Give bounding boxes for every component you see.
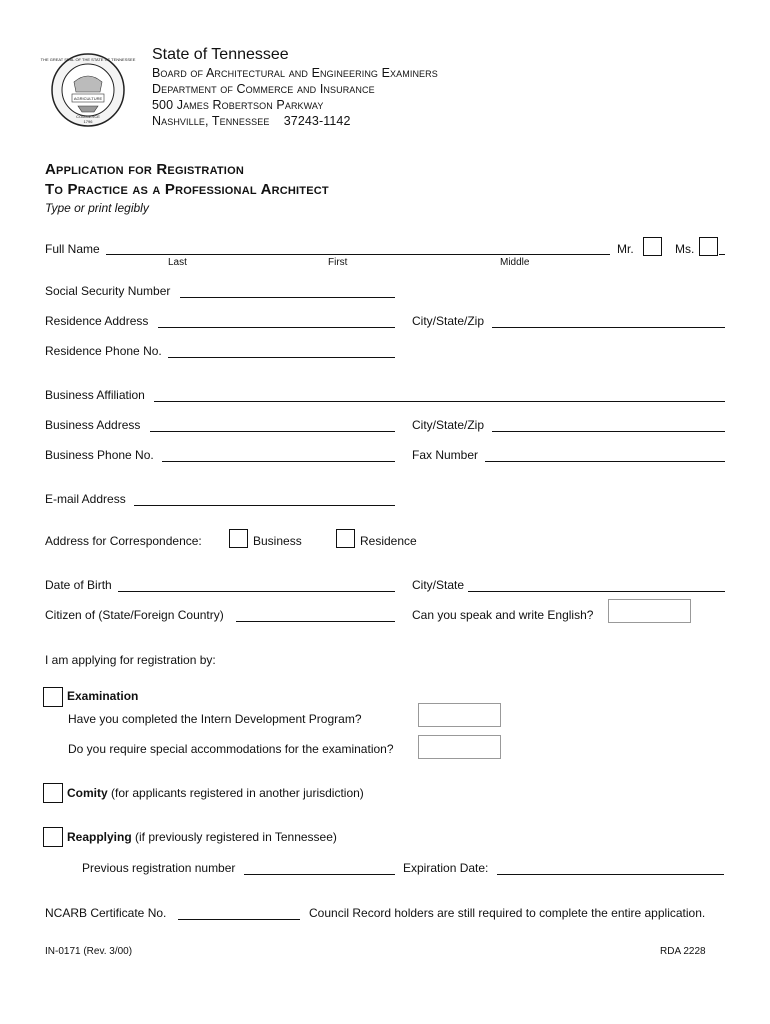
name-rule-end [719,242,725,255]
comity-checkbox[interactable] [43,783,63,803]
correspondence-residence-checkbox[interactable] [336,529,355,548]
business-phone-field[interactable] [162,449,395,462]
seal-top-text: THE GREAT SEAL OF THE STATE OF TENNESSEE [40,57,136,62]
ssn-field[interactable] [180,285,395,298]
seal-bottom-text: COMMERCE [76,114,100,119]
expiration-date-field[interactable] [497,862,724,875]
business-affiliation-label: Business Affiliation [45,388,145,402]
form-subtitle: Type or print legibly [45,201,149,215]
examination-label: Examination [67,689,139,703]
last-label: Last [168,257,187,268]
comity-text [67,786,364,800]
dob-label: Date of Birth [45,578,112,592]
applying-intro: I am applying for registration by: [45,653,216,667]
correspondence-residence-label: Residence [360,534,417,548]
dob-field[interactable] [118,579,395,592]
citizen-label: Citizen of (State/Foreign Country) [45,608,224,622]
ncarb-field[interactable] [178,907,300,920]
comity-description: (for applicants registered in another jurisdiction) [107,786,364,800]
business-city-label: City/State/Zip [412,418,485,432]
examination-checkbox[interactable] [43,687,63,707]
form-title-line2: To Practice as a Professional Architect [45,181,329,198]
accommodations-answer-box[interactable] [418,735,501,759]
full-name-label: Full Name [45,242,100,256]
tennessee-seal [40,52,136,128]
residence-city-label: City/State/Zip [412,314,485,328]
reapplying-text [67,830,337,844]
comity-label: Comity [67,786,108,800]
form-id: IN-0171 (Rev. 3/00) [45,946,133,957]
seal-year-text: 1796 [83,119,93,124]
ncarb-label: NCARB Certificate No. [45,906,167,920]
birth-city-state-label: City/State [412,578,465,592]
fax-label: Fax Number [412,448,479,462]
residence-address-label: Residence Address [45,314,149,328]
reapplying-checkbox[interactable] [43,827,63,847]
business-address-label: Business Address [45,418,141,432]
residence-phone-field[interactable] [168,345,395,358]
birth-city-state-field[interactable] [468,579,725,592]
email-label: E-mail Address [45,492,126,506]
header-dept: Department of Commerce and Insurance [152,82,375,96]
reapplying-description: (if previously registered in Tennessee) [131,830,337,844]
header-city: Nashville, Tennessee 37243-1142 [152,114,351,128]
ssn-label: Social Security Number [45,284,171,298]
header-address: 500 James Robertson Parkway [152,98,324,112]
ms-label: Ms. [675,242,695,256]
citizen-field[interactable] [236,609,395,622]
correspondence-business-label: Business [253,534,302,548]
header-state: State of Tennessee [152,46,289,63]
accommodations-question: Do you require special accommodations for the examination? [68,742,394,756]
business-phone-label: Business Phone No. [45,448,154,462]
first-label: First [328,257,348,268]
correspondence-label: Address for Correspondence: [45,534,202,548]
previous-registration-label: Previous registration number [82,861,236,875]
idp-answer-box[interactable] [418,703,501,727]
business-address-field[interactable] [150,419,395,432]
full-name-field[interactable] [106,242,610,255]
business-affiliation-field[interactable] [154,389,725,402]
reapplying-label: Reapplying [67,830,132,844]
previous-registration-field[interactable] [244,862,395,875]
expiration-date-label: Expiration Date: [403,861,489,875]
council-record-note: Council Record holders are still required to complete the entire application. [309,906,706,920]
business-city-field[interactable] [492,419,725,432]
residence-phone-label: Residence Phone No. [45,344,162,358]
seal-center-text: AGRICULTURE [73,96,103,101]
fax-field[interactable] [485,449,725,462]
english-label: Can you speak and write English? [412,608,594,622]
mr-label: Mr. [617,242,634,256]
english-answer-box[interactable] [608,599,691,623]
residence-address-field[interactable] [158,315,395,328]
middle-label: Middle [500,257,530,268]
email-field[interactable] [134,493,395,506]
residence-city-field[interactable] [492,315,725,328]
header-board: Board of Architectural and Engineering Examiners [152,66,438,80]
form-title-line1: Application for Registration [45,161,244,178]
ms-checkbox[interactable] [699,237,718,256]
rda-code: RDA 2228 [660,946,706,957]
mr-checkbox[interactable] [643,237,662,256]
correspondence-business-checkbox[interactable] [229,529,248,548]
idp-question: Have you completed the Intern Development Program? [68,712,362,726]
